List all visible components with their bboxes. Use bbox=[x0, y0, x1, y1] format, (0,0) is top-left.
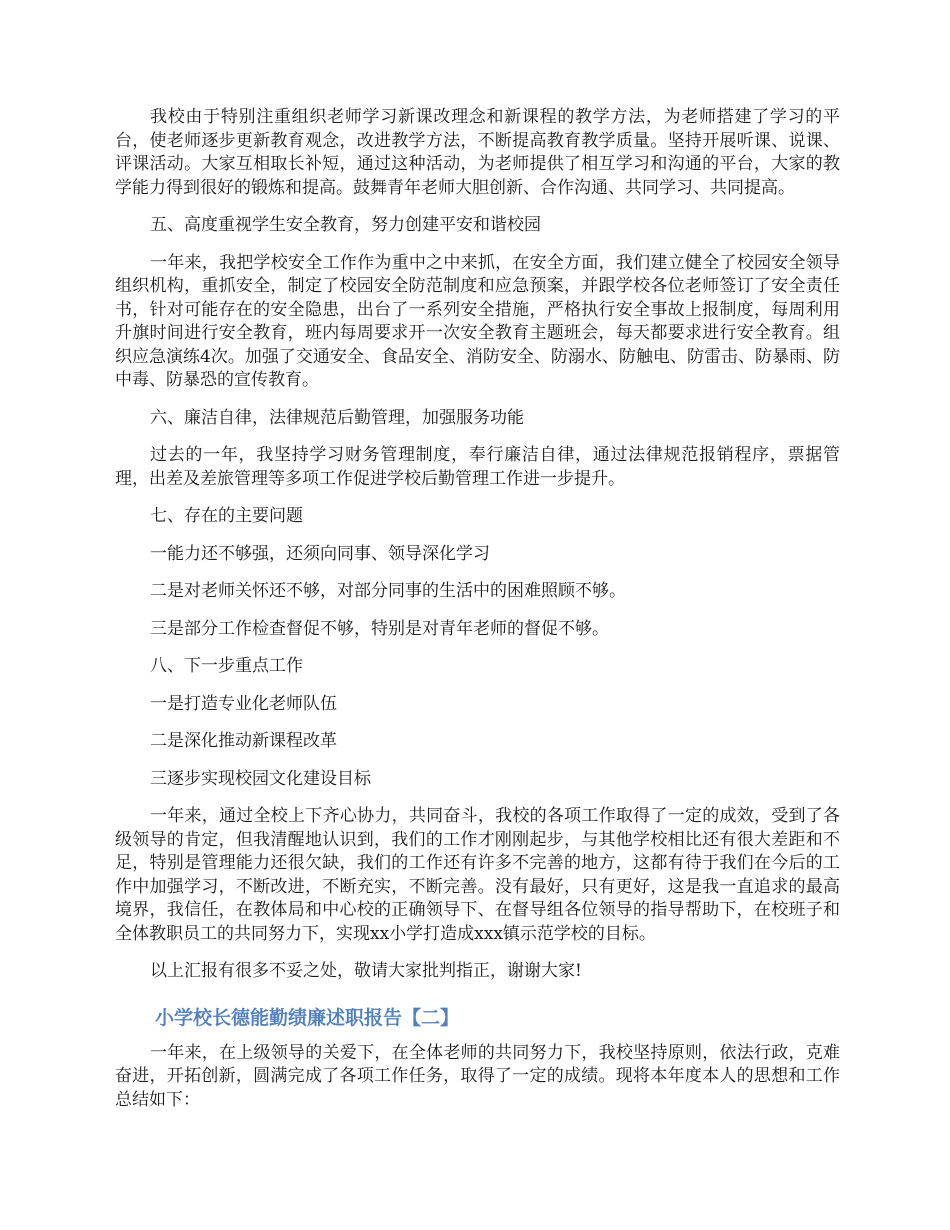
section-title-5: 五、高度重视学生安全教育，努力创建平安和谐校园 bbox=[150, 215, 541, 235]
closing-paragraph: 以上汇报有很多不妥之处，敬请大家批判指正，谢谢大家! bbox=[150, 961, 582, 981]
section-title-6: 六、廉洁自律，法律规范后勤管理，加强服务功能 bbox=[150, 407, 524, 428]
paragraph: 一年来，在上级领导的关爱下，在全体老师的共同努力下，我校坚持原则，依法行政，克难奋进，开拓创新，圆满完成了各项工作任务，取得了一定的成绩。现将本年度本人的思想和工作总结如下： bbox=[115, 1042, 840, 1110]
list-item: 三是部分工作检查督促不够，特别是对青年老师的督促不够。 bbox=[150, 618, 609, 639]
report-heading: 小学校长德能勤绩廉述职报告【二】 bbox=[155, 1006, 460, 1029]
list-item: 二是对老师关怀还不够，对部分同事的生活中的困难照顾不够。 bbox=[150, 581, 626, 601]
section-title-7: 七、存在的主要问题 bbox=[150, 506, 303, 526]
paragraph: 一年来，通过全校上下齐心协力，共同奋斗，我校的各项工作取得了一定的成效，受到了各级领导的肯定，但我清醒地认识到，我们的工作才刚刚起步，与其他学校相比还有很大差距和不足，特别是管理能力还很欠缺，我们的工作还有许多不完善的地方，这都有待于我们在今后的工作中加强学习，不断改进，不断充实，不断完善。没有最好，只有更好，这是我一直追求的最高境界，我信任，在教体局和中心校的正确领导下、在督导组各位领导的指导帮助下，在校班子和全体教职员工的共同努力下，实现xx小学打造成xxx镇示范学校的目标。 bbox=[115, 806, 840, 944]
section-title-8: 八、下一步重点工作 bbox=[150, 656, 303, 676]
document-body bbox=[115, 106, 840, 1126]
paragraph: 我校由于特别注重组织老师学习新课改理念和新课程的教学方法，为老师搭建了学习的平台，使老师逐步更新教育观念，改进教学方法，不断提高教育教学质量。坚持开展听课、说课、评课活动。大家互相取长补短，通过这种活动，为老师提供了相互学习和沟通的平台，大家的教学能力得到很好的锻炼和提高。鼓舞青年老师大胆创新、合作沟通、共同学习、共同提高。 bbox=[115, 107, 840, 198]
list-item: 二是深化推动新课程改革 bbox=[150, 731, 337, 751]
list-item: 三逐步实现校园文化建设目标 bbox=[150, 768, 371, 789]
paragraph: 过去的一年，我坚持学习财务管理制度，奉行廉洁自律，通过法律规范报销程序，票据管理，出差及差旅管理等多项工作促进学校后勤管理工作进一步提升。 bbox=[115, 445, 840, 489]
paragraph: 一年来，我把学校安全工作作为重中之中来抓，在安全方面，我们建立健全了校园安全领导组织机构，重抓安全，制定了校园安全防范制度和应急预案，并跟学校各位老师签订了安全责任书，针对可能存在的安全隐患，出台了一系列安全措施，严格执行安全事故上报制度，每周利用升旗时间进行安全教育，班内每周要求开一次安全教育主题班会，每天都要求进行安全教育。组织应急演练4次。加强了交通安全、食品安全、消防安全、防溺水、防触电、防雷击、防暴雨、防中毒、防暴恐的宣传教育。 bbox=[115, 252, 840, 390]
list-item: 一能力还不够强，还须向同事、领导深化学习 bbox=[150, 543, 490, 564]
list-item: 一是打造专业化老师队伍 bbox=[150, 693, 337, 714]
